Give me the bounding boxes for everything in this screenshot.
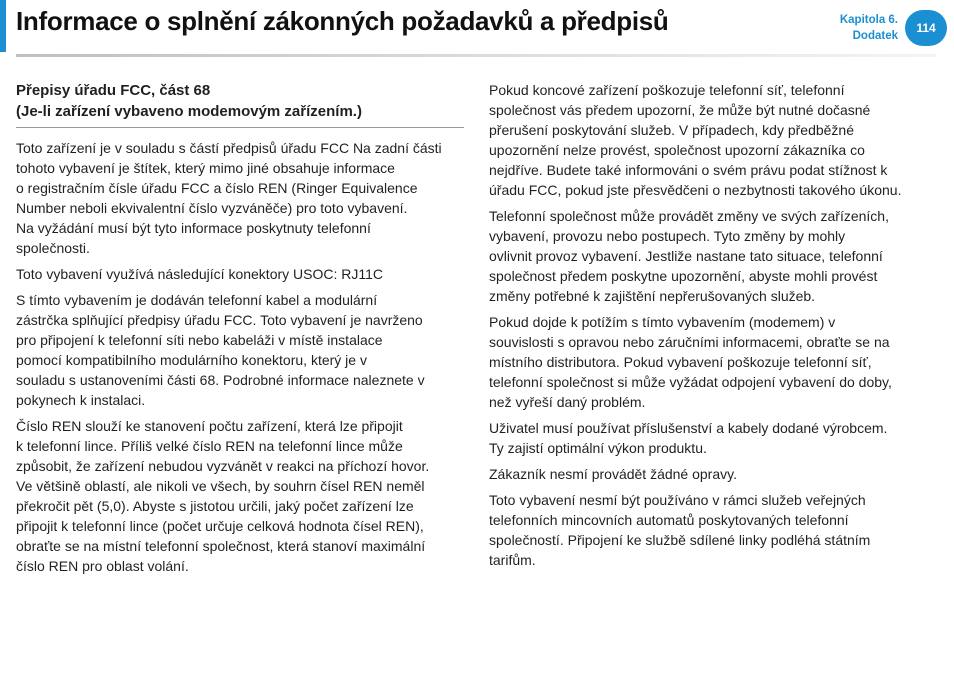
right-paragraph (489, 490, 944, 570)
text-line: pomocí kompatibilního modulárního konektoru, který je v (16, 352, 367, 368)
page-title: Informace o splnění zákonných požadavků a předpisů (16, 6, 669, 36)
section-heading-divider (16, 127, 464, 128)
left-paragraph (16, 138, 468, 258)
header-accent-bar (0, 0, 6, 52)
right-paragraph (489, 312, 944, 412)
left-paragraph (16, 416, 468, 576)
text-line: ovlivnit provoz vybavení. Jestliže nastane tato situace, telefonní (489, 248, 883, 264)
text-line: Ty zajistí optimální výkon produktu. (489, 440, 707, 456)
text-line: pokynech k instalaci. (16, 392, 146, 408)
text-line: způsobit, že zařízení nebudou vyzvánět v reakci na příchozí hovor. (16, 458, 430, 474)
right-column (489, 80, 944, 576)
text-line: zástrčka splňující předpisy úřadu FCC. Toto vybavení je navrženo (16, 312, 423, 328)
text-line: Toto vybavení nesmí být používáno v rámci služeb veřejných (489, 492, 866, 508)
text-line: místního distributora. Pokud vybavení poškozuje telefonní síť, (489, 354, 872, 370)
text-line: souvislosti s opravou nebo záručními informacemi, obraťte se na (489, 334, 890, 350)
text-line: společností. Připojení ke službě sdílené linky podléhá státním (489, 532, 871, 548)
text-line: Toto vybavení využívá následující konektory USOC: RJ11C (16, 266, 384, 282)
chapter-label (840, 12, 898, 44)
text-line: Ve většině oblastí, ale nikoli ve všech, by souhrn čísel REN neměl (16, 478, 425, 494)
left-paragraph (16, 264, 468, 284)
section-heading-line1: Přepisy úřadu FCC, část 68 (16, 82, 211, 99)
text-line: upozornění nelze provést, společnost upozorní zákazníka co (489, 142, 865, 158)
text-line: pro připojení k telefonní síti nebo kabeláži v místě instalace (16, 332, 383, 348)
right-paragraph (489, 80, 944, 200)
text-line: úřadu FCC, pokud jste přesvědčeni o nezbytnosti takového úkonu. (489, 182, 902, 198)
right-paragraph (489, 418, 944, 458)
text-line: vybavení, provozu nebo postupech. Tyto změny by mohly (489, 228, 846, 244)
text-line: k telefonní lince. Příliš velké číslo REN na telefonní lince může (16, 438, 403, 454)
text-line: Uživatel musí používat příslušenství a kabely dodané výrobcem. (489, 420, 888, 436)
right-paragraph (489, 206, 944, 306)
section-heading-line2: (Je-li zařízení vybaveno modemovým zařízením.) (16, 103, 362, 120)
chapter-number: Kapitola 6. (839, 14, 898, 26)
text-line: překročit pět (5,0). Abyste s jistotou určili, jaký počet zařízení lze (16, 498, 414, 514)
text-line: Pokud koncové zařízení poškozuje telefonní síť, telefonní (489, 82, 845, 98)
text-line: připojit k telefonní lince (počet určuje celková hodnota čísel REN), (16, 518, 424, 534)
text-line: Na vyžádání musí být tyto informace poskytnuty telefonní (16, 220, 371, 236)
text-line: obraťte se na místní telefonní společnost, která stanoví maximální (16, 538, 426, 554)
header-divider (16, 54, 936, 57)
text-line: Telefonní společnost může provádět změny ve svých zařízeních, (489, 208, 889, 224)
page-number-badge: 114 (905, 10, 947, 46)
left-paragraphs (16, 138, 468, 576)
text-line: S tímto vybavením je dodáván telefonní kabel a modulární (16, 292, 378, 308)
text-line: souladu s ustanoveními části 68. Podrobné informace naleznete v (16, 372, 425, 388)
text-line: změny potřebné k zajištění nepřerušovaných služeb. (489, 288, 816, 304)
left-paragraph (16, 290, 468, 410)
text-line: telefonní společnost si může vyžádat odpojení vybavení do doby, (489, 374, 892, 390)
text-line: Číslo REN slouží ke stanovení počtu zařízení, která lze připojit (16, 418, 403, 434)
text-line: společnost předem poskytne upozornění, abyste mohli provést (489, 268, 878, 284)
text-line: tohoto vybavení je štítek, který mimo jiné obsahuje informace (16, 160, 395, 176)
right-paragraphs (489, 80, 944, 570)
text-line: telefonních mincovních automatů poskytovaných telefonní (489, 512, 849, 528)
section-heading (16, 80, 468, 122)
text-line: společnost vás předem upozorní, že může být nutné dočasné (489, 102, 871, 118)
left-column (16, 80, 468, 582)
text-line: Toto zařízení je v souladu s částí předpisů úřadu FCC Na zadní části (16, 140, 442, 156)
text-line: Zákazník nesmí provádět žádné opravy. (489, 466, 737, 482)
text-line: nejdříve. Budete také informováni o svém právu podat stížnost k (489, 162, 888, 178)
text-line: společnosti. (16, 240, 90, 256)
text-line: přerušení poskytování služeb. V případech, kdy předběžné (489, 122, 854, 138)
text-line: Pokud dojde k potížím s tímto vybavením (modemem) v (489, 314, 836, 330)
text-line: než vyřeší daný problém. (489, 394, 646, 410)
text-line: číslo REN pro oblast volání. (16, 558, 189, 574)
chapter-name: Dodatek (852, 30, 898, 42)
text-line: o registračním čísle úřadu FCC a číslo REN (Ringer Equivalence (16, 180, 418, 196)
text-line: Number neboli ekvivalentní číslo vyzváněče) pro toto vybavení. (16, 200, 408, 216)
right-paragraph (489, 464, 944, 484)
text-line: tarifům. (489, 552, 536, 568)
